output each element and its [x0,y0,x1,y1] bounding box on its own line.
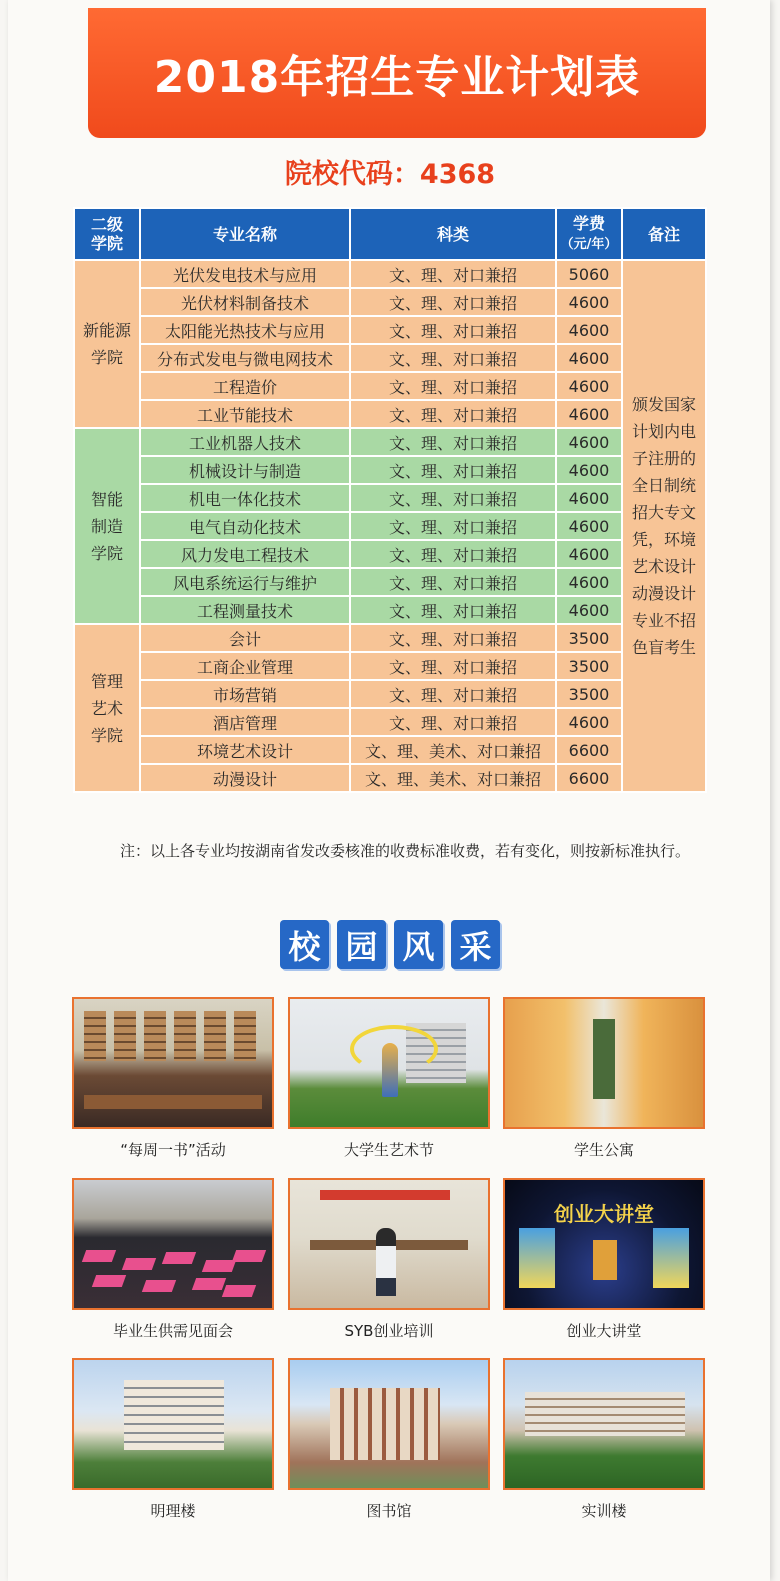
college-cell [74,624,140,792]
fee-cell: 5060 [556,260,622,288]
fee-cell: 4600 [556,428,622,456]
photo-detail [204,1011,226,1061]
note-line: 专业不招 [631,611,696,630]
college-name-line: 学院 [90,348,123,367]
fee-footnote: 注：以上各专业均按湖南省发改委核准的收费标准收费，若有变化，则按新标准执行。 [120,842,691,860]
note-line: 色盲考生 [631,638,696,657]
fee-cell: 4600 [556,540,622,568]
photo-detail [82,1250,116,1262]
lecture-stage-photo [503,1178,705,1310]
category-cell: 文、理、对口兼招 [350,288,556,316]
table-row [74,456,706,484]
category-cell: 文、理、对口兼招 [350,540,556,568]
fee-cell: 4600 [556,456,622,484]
table-row [74,540,706,568]
header-note: 备注 [622,208,706,260]
header-fee [556,208,622,260]
photo-card [288,1178,490,1341]
major-cell: 会计 [140,624,350,652]
photo-detail [84,1011,106,1061]
photo-detail [222,1285,256,1297]
category-cell: 文、理、美术、对口兼招 [350,736,556,764]
table-row [74,736,706,764]
major-cell: 风电系统运行与维护 [140,568,350,596]
photo-detail [382,1043,398,1097]
fee-cell: 6600 [556,764,622,792]
fee-cell: 4600 [556,316,622,344]
table-row [74,596,706,624]
photo-detail [114,1011,136,1061]
library-reading-room-photo [72,997,274,1129]
school-code: 院校代码：4368 [284,159,496,190]
college-cell [74,260,140,428]
note-line: 计划内电 [631,422,696,441]
category-cell: 文、理、对口兼招 [350,624,556,652]
college-name-line: 艺术 [90,698,123,718]
major-cell: 工程造价 [140,372,350,400]
major-cell: 光伏发电技术与应用 [140,260,350,288]
photo-caption: 大学生艺术节 [343,1141,434,1159]
library-building-photo [288,1358,490,1490]
fee-cell: 3500 [556,652,622,680]
photo-detail [593,1240,617,1280]
training-building-photo [503,1358,705,1490]
title-banner [88,8,706,138]
page-title: 2018年招生专业计划表 [153,52,641,103]
header-college [74,208,140,260]
fee-cell: 4600 [556,708,622,736]
note-line: 艺术设计 [631,557,696,576]
category-cell: 文、理、对口兼招 [350,316,556,344]
college-name-line: 智能 [90,489,123,509]
photo-detail [162,1252,196,1264]
major-cell: 市场营销 [140,680,350,708]
major-cell: 电气自动化技术 [140,512,350,540]
photo-card [72,997,274,1160]
mingli-building-photo [72,1358,274,1490]
major-cell: 太阳能光热技术与应用 [140,316,350,344]
header-fee-line1: 学费 [572,214,605,233]
photo-caption: 学生公寓 [573,1141,634,1159]
category-cell: 文、理、对口兼招 [350,400,556,428]
photo-caption: SYB创业培训 [344,1322,434,1340]
fee-cell: 4600 [556,288,622,316]
enrollment-plan-table [73,207,707,793]
note-cell [622,260,706,792]
header-college-line1: 二级 [90,215,123,234]
campus-section-title [280,920,500,969]
photo-detail [653,1228,689,1288]
fee-cell: 6600 [556,736,622,764]
header-fee-line2: （元/年） [560,237,618,252]
photo-caption: 实训楼 [581,1502,627,1520]
photo-detail [124,1380,224,1450]
photo-card [72,1358,274,1521]
photo-detail [192,1278,226,1290]
table-body [74,260,706,792]
major-cell: 动漫设计 [140,764,350,792]
photo-detail [376,1228,396,1296]
job-fair-tents-photo [72,1178,274,1310]
photo-detail [142,1280,176,1292]
table-row [74,428,706,456]
photo-card [503,1178,705,1341]
category-cell: 文、理、对口兼招 [350,652,556,680]
table-row [74,260,706,288]
photo-caption: 图书馆 [366,1502,412,1520]
photo-card [503,997,705,1160]
fee-cell: 4600 [556,344,622,372]
photo-detail [320,1190,450,1200]
category-cell: 文、理、对口兼招 [350,596,556,624]
photo-card [72,1178,274,1341]
section-title-char: 风 [394,920,443,969]
college-name-line: 学院 [90,725,123,745]
category-cell: 文、理、对口兼招 [350,456,556,484]
major-cell: 环境艺术设计 [140,736,350,764]
major-cell: 工程测量技术 [140,596,350,624]
fee-cell: 3500 [556,680,622,708]
photo-detail [232,1250,266,1262]
lecture-sign: 创业大讲堂 [554,1202,654,1226]
header-major: 专业名称 [140,208,350,260]
photo-caption: 明理楼 [150,1502,196,1520]
college-name-line: 管理 [90,671,123,691]
major-cell: 酒店管理 [140,708,350,736]
fee-cell: 4600 [556,372,622,400]
major-cell: 工商企业管理 [140,652,350,680]
table-row [74,708,706,736]
table-row [74,764,706,792]
major-cell: 机械设计与制造 [140,456,350,484]
note-line: 凭，环境 [631,530,696,549]
photo-detail [144,1011,166,1061]
category-cell: 文、理、对口兼招 [350,512,556,540]
photo-detail [84,1095,262,1109]
table-row [74,344,706,372]
category-cell: 文、理、对口兼招 [350,260,556,288]
note-line: 动漫设计 [631,584,696,603]
photo-detail [92,1275,126,1287]
note-line: 子注册的 [631,449,696,468]
college-name-line: 学院 [90,543,123,563]
table-row [74,484,706,512]
category-cell: 文、理、美术、对口兼招 [350,764,556,792]
photo-card [288,1358,490,1521]
fee-cell: 4600 [556,400,622,428]
photo-card [503,1358,705,1521]
photo-detail [174,1011,196,1061]
fee-cell: 4600 [556,484,622,512]
category-cell: 文、理、对口兼招 [350,680,556,708]
college-name-line: 新能源 [82,321,131,340]
category-cell: 文、理、对口兼招 [350,484,556,512]
major-cell: 风力发电工程技术 [140,540,350,568]
table-row [74,512,706,540]
major-cell: 工业节能技术 [140,400,350,428]
table-row [74,680,706,708]
major-cell: 光伏材料制备技术 [140,288,350,316]
major-cell: 分布式发电与微电网技术 [140,344,350,372]
header-category: 科类 [350,208,556,260]
table-row [74,652,706,680]
note-line: 招大专文 [631,503,696,522]
note-line: 全日制统 [631,476,696,495]
header-college-line2: 学院 [90,234,123,253]
photo-caption: 毕业生供需见面会 [112,1322,233,1340]
category-cell: 文、理、对口兼招 [350,568,556,596]
category-cell: 文、理、对口兼招 [350,344,556,372]
category-cell: 文、理、对口兼招 [350,708,556,736]
table-row [74,316,706,344]
photo-detail [525,1392,685,1436]
photo-detail [593,1019,615,1099]
college-name-line: 制造 [90,516,123,536]
fee-cell: 4600 [556,568,622,596]
photo-detail [234,1011,256,1061]
college-cell [74,428,140,624]
photo-detail [330,1388,440,1460]
section-title-char: 采 [451,920,500,969]
training-classroom-photo [288,1178,490,1310]
dormitory-room-photo [503,997,705,1129]
photo-card [288,997,490,1160]
fee-cell: 3500 [556,624,622,652]
table-row [74,624,706,652]
category-cell: 文、理、对口兼招 [350,372,556,400]
photo-caption: “每周一书”活动 [120,1141,226,1159]
category-cell: 文、理、对口兼招 [350,428,556,456]
table-row [74,568,706,596]
section-title-char: 园 [337,920,386,969]
table-row [74,400,706,428]
fee-cell: 4600 [556,596,622,624]
photo-detail [519,1228,555,1288]
table-row [74,372,706,400]
note-line: 颁发国家 [631,395,696,414]
table-header-row [74,208,706,260]
major-cell: 机电一体化技术 [140,484,350,512]
fee-cell: 4600 [556,512,622,540]
photo-caption: 创业大讲堂 [566,1322,642,1340]
major-cell: 工业机器人技术 [140,428,350,456]
section-title-char: 校 [280,920,329,969]
photo-detail [122,1258,156,1270]
table-row [74,288,706,316]
ribbon-dance-performance-photo [288,997,490,1129]
